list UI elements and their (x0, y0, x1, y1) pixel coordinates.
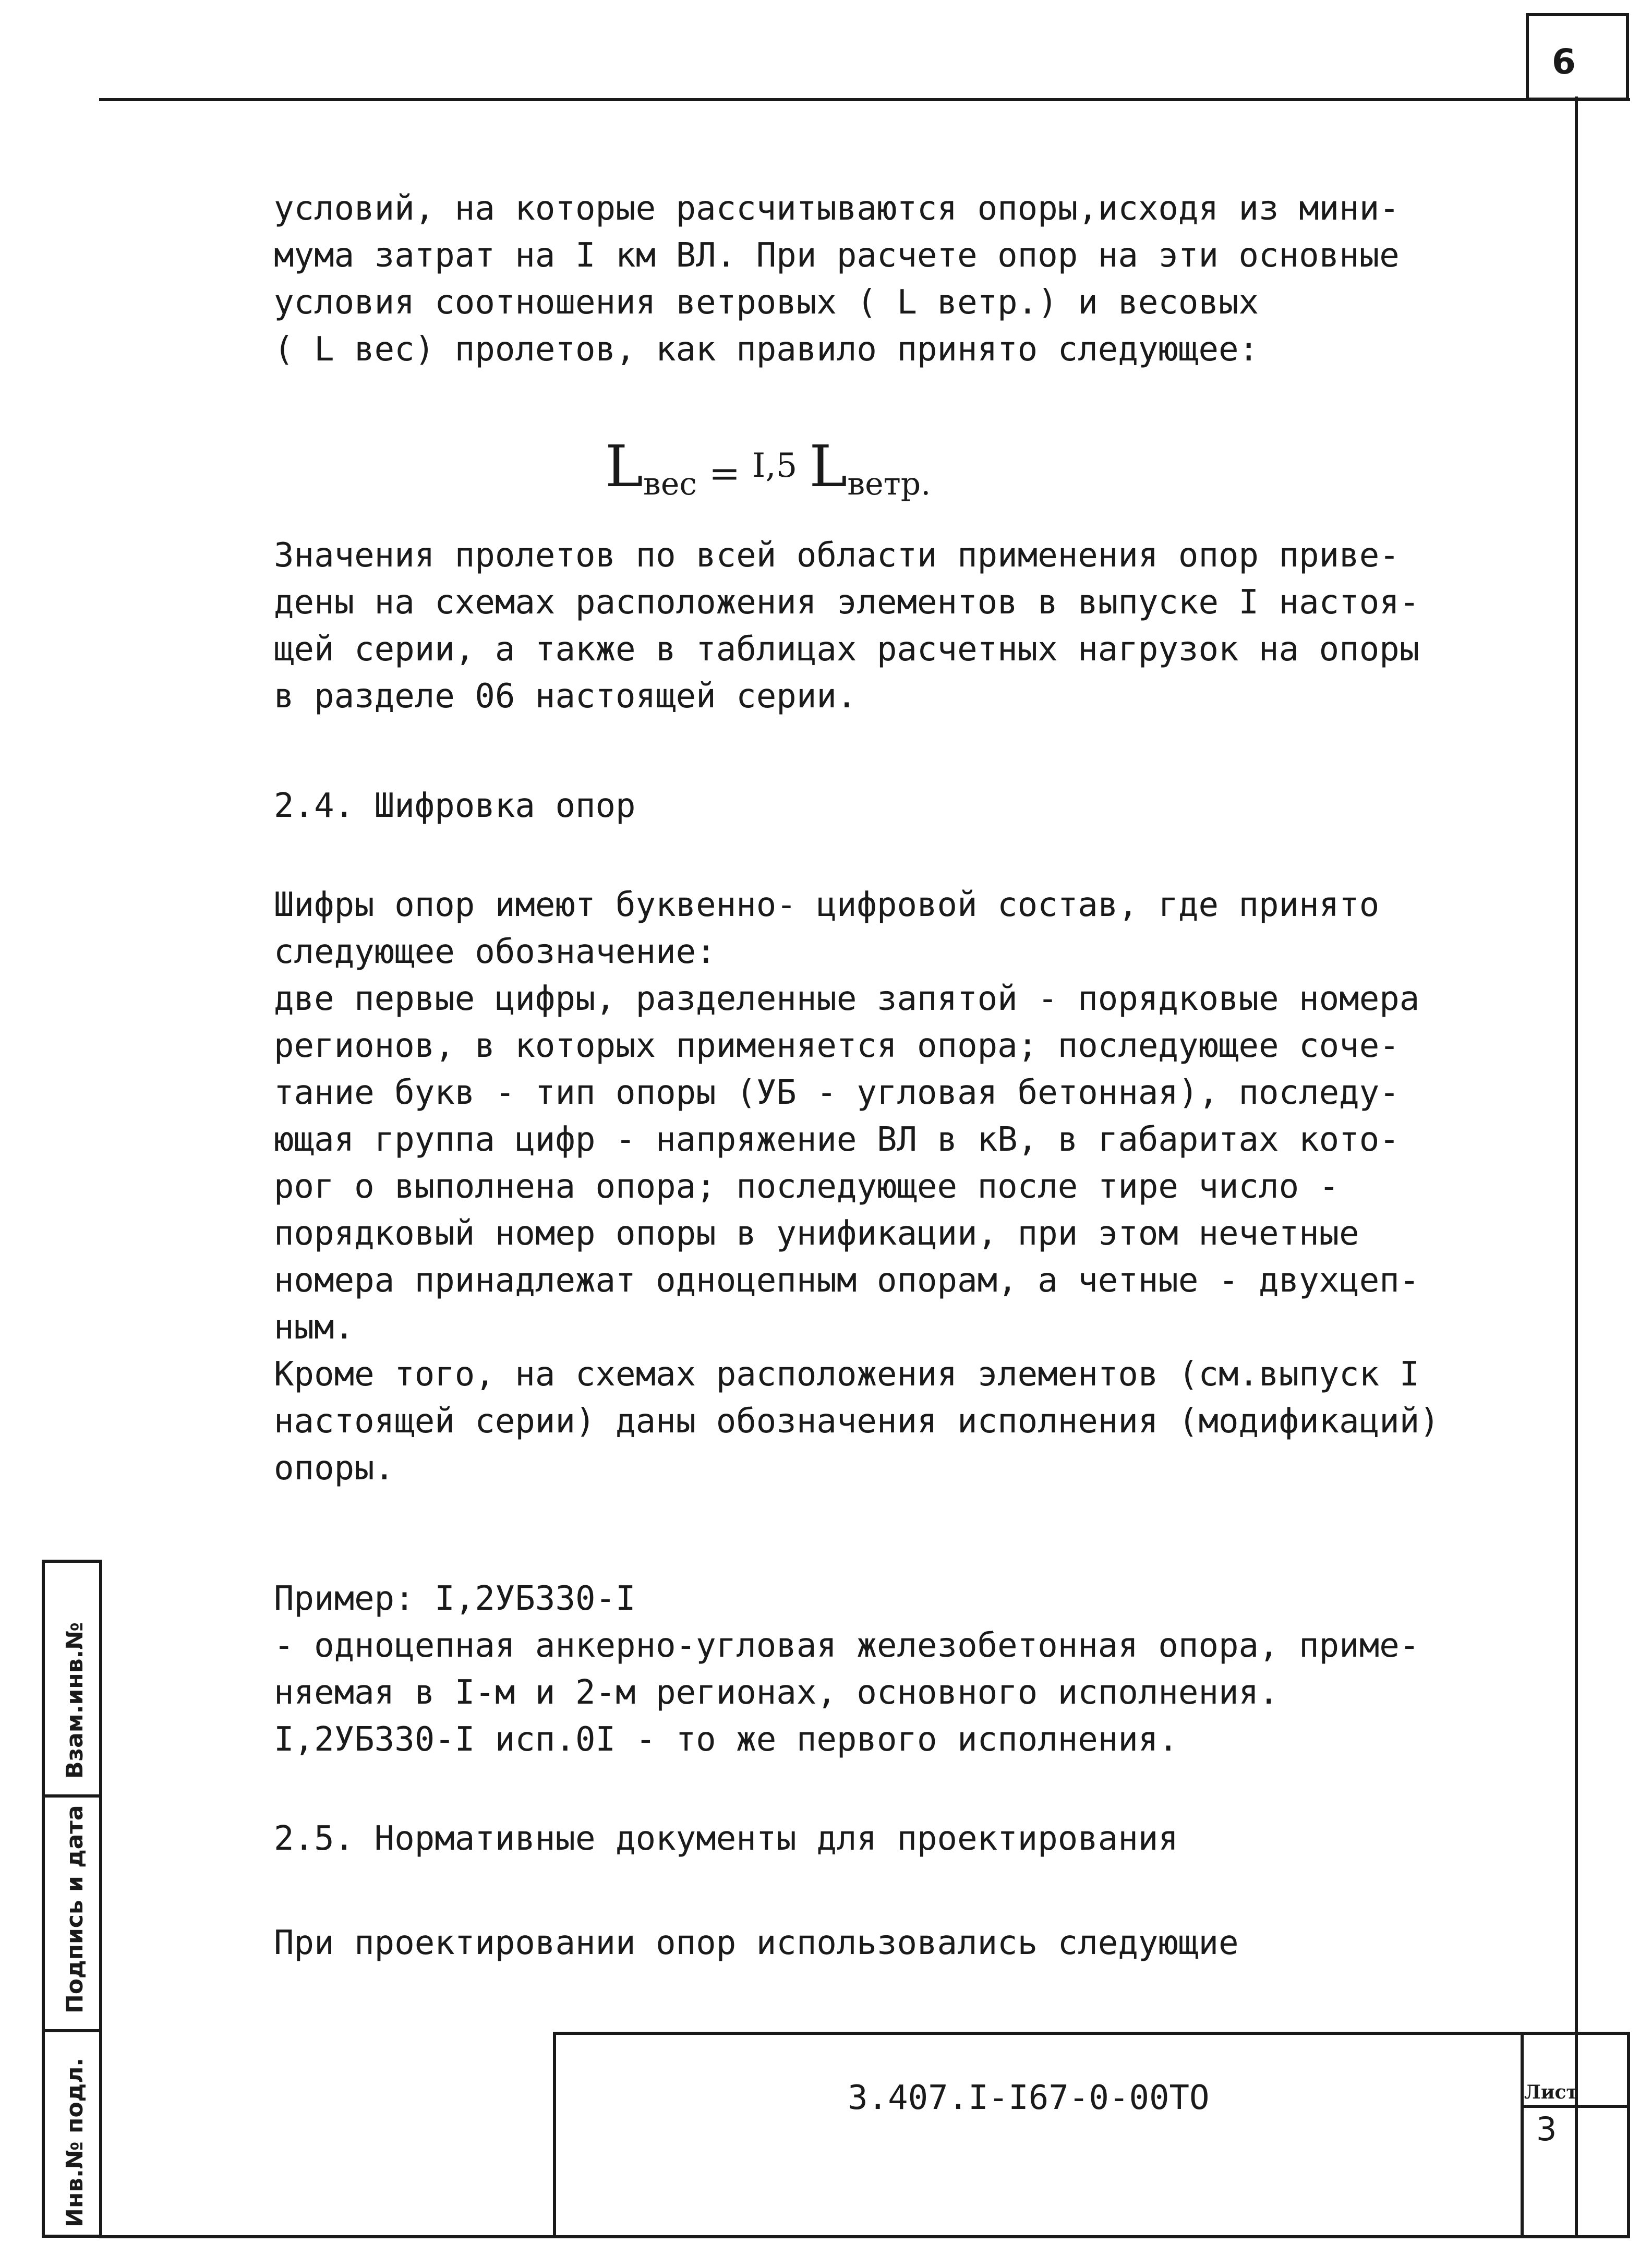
list-number: 3 (1536, 2110, 1557, 2148)
formula-eq: = (696, 451, 753, 495)
text-line: ( L вес) пролетов, как правило принято следующее: (274, 330, 1259, 369)
right-border (1575, 97, 1578, 2238)
text-line: Пример: I,2УБ330-I (274, 1579, 636, 1618)
title-block-divider (1521, 2032, 1524, 2238)
page-corner-number: 6 (1552, 42, 1576, 82)
paragraph-3 (274, 882, 1515, 1492)
text-line: Кроме того, на схемах расположения элементов (см.выпуск I (274, 1355, 1420, 1394)
side-label-inv-podl: Инв.№ подл. (62, 2057, 88, 2227)
text-line: ющая группа цифр - напряжение ВЛ в кВ, в габаритах кото- (274, 1120, 1400, 1159)
paragraph-2 (274, 532, 1515, 720)
side-label-vzam-inv: Взам.инв.№ (62, 1622, 88, 1779)
text-line: щей серии, а также в таблицах расчетных нагрузок на опоры (274, 630, 1420, 669)
text-line: рог о выполнена опора; последующее после тире число - (274, 1167, 1340, 1206)
text-line: мума затрат на I км ВЛ. При расчете опор на эти основные (274, 236, 1400, 275)
section-heading-2-5 (274, 1815, 1515, 1862)
text-line: условия соотношения ветровых ( L ветр.) и весовых (274, 283, 1259, 322)
text-line: в разделе 06 настоящей серии. (274, 677, 857, 716)
formula-l2: L (809, 433, 848, 500)
list-cell-divider (1521, 2105, 1630, 2108)
text-line: следующее обозначение: (274, 933, 716, 971)
text-line: регионов, в которых применяется опора; последующее соче- (274, 1027, 1400, 1065)
text-line: номера принадлежат одноцепным опорам, а четные - двухцеп- (274, 1261, 1420, 1300)
formula-sub2: ветр. (847, 466, 931, 502)
list-label: Лист (1524, 2081, 1578, 2103)
text-line: две первые цифры, разделенные запятой - порядковые номера (274, 980, 1420, 1018)
text-line: Значения пролетов по всей области применения опор приве- (274, 536, 1400, 575)
section-title: 2.5. Нормативные документы для проектирования (274, 1819, 1178, 1858)
text-line: I,2УБ330-I исп.0I - то же первого исполнения. (274, 1720, 1178, 1759)
text-line: опоры. (274, 1449, 395, 1488)
text-line: настоящей серии) даны обозначения исполнения (модификаций) (274, 1402, 1440, 1441)
text-line: Шифры опор имеют буквенно- цифровой состав, где принято (274, 886, 1380, 924)
text-line: ным. (274, 1308, 355, 1347)
section-title: 2.4. Шифровка опор (274, 787, 636, 825)
last-paragraph (274, 1920, 1515, 1967)
formula-coef: I,5 (752, 447, 798, 485)
side-label-podpis-data: Подпись и дата (62, 1805, 88, 2013)
text-line: порядковый номер опоры в унификации, при этом нечетные (274, 1214, 1359, 1253)
document-code: 3.407.I-I67-0-00ТО (848, 2079, 1210, 2117)
paragraph-1 (274, 185, 1515, 373)
side-stamp-divider-2 (42, 2029, 102, 2032)
text-line: дены на схемах расположения элементов в выпуске I настоя- (274, 583, 1420, 622)
top-border (99, 98, 1630, 101)
side-stamp-divider-1 (42, 1794, 102, 1798)
span-formula (605, 433, 931, 502)
formula-l1: L (605, 433, 644, 500)
text-line: - одноцепная анкерно-угловая железобетонная опора, приме- (274, 1626, 1420, 1665)
text-line: няемая в I-м и 2-м регионах, основного исполнения. (274, 1673, 1279, 1712)
page-number-box (1526, 13, 1629, 101)
text-line: При проектировании опор использовались следующие (274, 1924, 1239, 1962)
title-block (553, 2032, 1630, 2238)
example-block (274, 1575, 1515, 1763)
text-line: условий, на которые рассчитываются опоры,исходя из мини- (274, 189, 1400, 228)
section-heading-2-4 (274, 782, 1515, 829)
text-line: тание букв - тип опоры (УБ - угловая бетонная), последу- (274, 1074, 1400, 1112)
formula-sub1: вес (643, 466, 697, 502)
